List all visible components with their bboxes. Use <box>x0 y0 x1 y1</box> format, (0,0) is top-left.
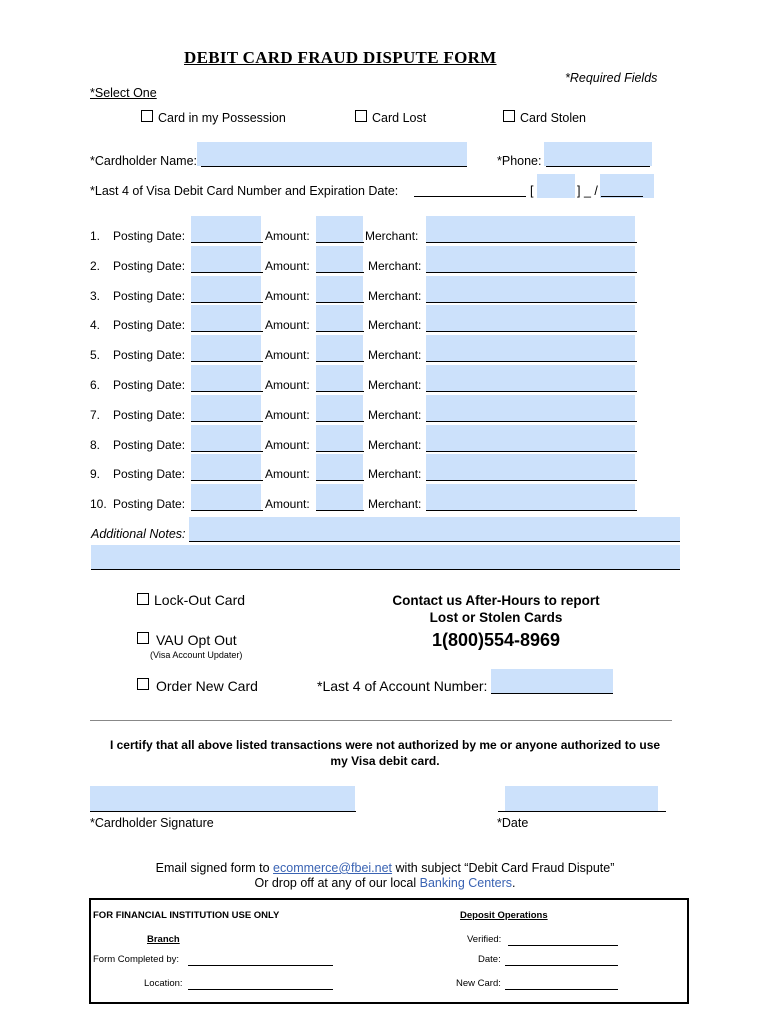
merchant-input[interactable] <box>426 365 635 392</box>
amount-underline <box>316 480 364 481</box>
form-completed-underline[interactable] <box>188 965 333 966</box>
amount-underline <box>316 391 364 392</box>
amount-label: Amount: <box>265 378 310 392</box>
row-number: 4. <box>90 318 101 333</box>
order-card-label: Order New Card <box>156 678 258 694</box>
amount-label: Amount: <box>265 437 310 452</box>
posting-date-label: Posting Date: <box>113 229 186 243</box>
banking-centers-link[interactable]: Banking Centers <box>419 876 513 890</box>
posting-date-label: Posting Date: <box>113 407 186 422</box>
posting-date-underline <box>191 361 263 362</box>
institution-heading: FOR FINANCIAL INSTITUTION USE ONLY <box>93 910 280 921</box>
verified-underline[interactable] <box>508 945 618 946</box>
merchant-underline <box>426 302 637 303</box>
possession-checkbox[interactable] <box>141 110 153 122</box>
merchant-input[interactable] <box>426 395 635 422</box>
merchant-label: Merchant: <box>368 258 422 273</box>
stolen-checkbox[interactable] <box>503 110 515 122</box>
amount-input[interactable] <box>316 484 363 511</box>
vau-checkbox[interactable] <box>137 632 149 644</box>
posting-date-underline <box>191 510 263 511</box>
exp-year-input[interactable] <box>600 174 654 198</box>
posting-date-label: Posting Date: <box>113 497 186 512</box>
amount-underline <box>316 272 364 273</box>
lost-label: Card Lost <box>372 111 427 125</box>
additional-notes-input-1[interactable] <box>189 517 680 541</box>
new-card-underline[interactable] <box>505 989 618 990</box>
amount-underline <box>316 242 364 243</box>
amount-underline <box>316 451 364 452</box>
dropoff-suffix: . <box>512 876 516 890</box>
merchant-label: Merchant: <box>368 407 422 422</box>
certify-line-2: my Visa debit card. <box>330 754 440 768</box>
amount-input[interactable] <box>316 454 363 481</box>
dropoff-prefix: Or drop off at any of our local <box>254 876 420 890</box>
form-completed-label: Form Completed by: <box>93 954 180 965</box>
merchant-underline <box>426 480 637 481</box>
last4-card-label: *Last 4 of Visa Debit Card Number and Expiration Date: <box>90 184 399 198</box>
signature-input[interactable] <box>90 786 355 811</box>
row-number: 5. <box>90 348 101 363</box>
order-card-checkbox[interactable] <box>137 678 149 690</box>
merchant-label: Merchant: <box>368 348 422 363</box>
posting-date-input[interactable] <box>191 335 261 362</box>
merchant-underline <box>426 242 637 243</box>
phone-input[interactable] <box>544 142 652 166</box>
exp-month-input[interactable] <box>537 174 575 198</box>
contact-line-1: Contact us After-Hours to report <box>392 593 600 608</box>
merchant-label: Merchant: <box>368 378 422 392</box>
amount-label: Amount: <box>265 288 310 303</box>
phone-underline <box>546 166 650 167</box>
merchant-input[interactable] <box>426 425 635 452</box>
amount-input[interactable] <box>316 365 363 392</box>
vau-label: VAU Opt Out <box>156 632 237 648</box>
amount-label: Amount: <box>265 467 310 482</box>
lockout-label: Lock-Out Card <box>154 592 246 608</box>
possession-label: Card in my Possession <box>158 111 286 125</box>
last4-account-label: *Last 4 of Account Number: <box>317 678 488 694</box>
divider <box>90 720 672 721</box>
required-fields-note: *Required Fields <box>565 71 658 85</box>
signature-underline <box>90 811 356 812</box>
deposit-ops-heading: Deposit Operations <box>460 910 548 921</box>
posting-date-underline <box>191 302 263 303</box>
merchant-underline <box>426 331 637 332</box>
exp-year-underline <box>601 196 643 197</box>
ops-date-label: Date: <box>478 954 501 965</box>
vau-subtitle: (Visa Account Updater) <box>150 650 243 660</box>
amount-label: Amount: <box>265 229 310 243</box>
amount-input[interactable] <box>316 305 363 332</box>
merchant-label: Merchant: <box>368 497 422 512</box>
merchant-underline <box>426 451 637 452</box>
email-suffix: with subject “Debit Card Fraud Dispute” <box>392 861 615 875</box>
posting-date-underline <box>191 242 263 243</box>
merchant-label: Merchant: <box>368 288 422 303</box>
merchant-input[interactable] <box>426 216 635 243</box>
merchant-input[interactable] <box>426 335 635 362</box>
merchant-underline <box>426 272 637 273</box>
merchant-input[interactable] <box>426 305 635 332</box>
bracket-open: [ <box>530 184 534 198</box>
location-label: Location: <box>144 978 183 989</box>
posting-date-underline <box>191 480 263 481</box>
bracket-close: ] _ / <box>577 184 598 198</box>
date-underline <box>498 811 666 812</box>
email-prefix: Email signed form to <box>155 861 274 875</box>
page-title: DEBIT CARD FRAUD DISPUTE FORM <box>184 48 497 67</box>
email-instructions <box>80 861 690 875</box>
amount-underline <box>316 302 364 303</box>
merchant-input[interactable] <box>426 276 635 303</box>
merchant-underline <box>426 421 637 422</box>
amount-label: Amount: <box>265 407 310 422</box>
contact-line-2: Lost or Stolen Cards <box>429 610 563 625</box>
amount-input[interactable] <box>316 276 363 303</box>
last4-account-underline <box>491 693 613 694</box>
posting-date-input[interactable] <box>191 425 261 452</box>
amount-label: Amount: <box>265 318 310 333</box>
merchant-input[interactable] <box>426 484 635 511</box>
dropoff-instructions <box>80 876 690 890</box>
posting-date-input[interactable] <box>191 276 261 303</box>
additional-notes-label: Additional Notes: <box>91 527 186 541</box>
posting-date-label: Posting Date: <box>113 467 186 482</box>
posting-date-label: Posting Date: <box>113 348 186 363</box>
row-number: 2. <box>90 258 101 273</box>
lockout-checkbox[interactable] <box>137 593 149 605</box>
posting-date-label: Posting Date: <box>113 437 186 452</box>
posting-date-input[interactable] <box>191 365 261 392</box>
contact-phone: 1(800)554-8969 <box>431 630 561 650</box>
row-number: 1. <box>90 229 101 243</box>
amount-input[interactable] <box>316 216 363 243</box>
select-one-label: *Select One <box>90 86 157 100</box>
row-number: 3. <box>90 288 101 303</box>
posting-date-label: Posting Date: <box>113 318 186 333</box>
amount-input[interactable] <box>316 395 363 422</box>
row-number: 10. <box>90 497 107 512</box>
merchant-label: Merchant: <box>368 437 422 452</box>
additional-notes-input-2[interactable] <box>91 545 680 569</box>
amount-underline <box>316 331 364 332</box>
certify-line-1: I certify that all above listed transactions were not authorized by me or anyone authorized to use <box>109 738 661 752</box>
row-number: 6. <box>90 378 101 392</box>
cardholder-name-underline <box>201 166 467 167</box>
amount-label: Amount: <box>265 348 310 363</box>
amount-input[interactable] <box>316 425 363 452</box>
posting-date-input[interactable] <box>191 246 261 273</box>
verified-label: Verified: <box>467 934 502 945</box>
posting-date-underline <box>191 331 263 332</box>
amount-label: Amount: <box>265 497 310 512</box>
ops-date-underline[interactable] <box>505 965 618 966</box>
merchant-underline <box>426 391 637 392</box>
amount-underline <box>316 421 364 422</box>
last4-card-underline <box>414 196 526 197</box>
lost-checkbox[interactable] <box>355 110 367 122</box>
row-number: 8. <box>90 437 101 452</box>
posting-date-underline <box>191 272 263 273</box>
merchant-input[interactable] <box>426 246 635 273</box>
row-number: 9. <box>90 467 101 482</box>
new-card-label: New Card: <box>456 978 501 989</box>
posting-date-label: Posting Date: <box>113 288 186 303</box>
amount-underline <box>316 510 364 511</box>
amount-input[interactable] <box>316 246 363 273</box>
posting-date-underline <box>191 391 263 392</box>
posting-date-input[interactable] <box>191 216 261 243</box>
branch-heading: Branch <box>147 934 180 945</box>
posting-date-input[interactable] <box>191 305 261 332</box>
signature-label: *Cardholder Signature <box>90 816 214 830</box>
posting-date-underline <box>191 451 263 452</box>
merchant-label: Merchant: <box>365 229 419 243</box>
date-input[interactable] <box>505 786 658 811</box>
merchant-label: Merchant: <box>368 467 422 482</box>
email-link[interactable]: ecommerce@fbei.net <box>273 861 393 875</box>
merchant-underline <box>426 361 637 362</box>
stolen-label: Card Stolen <box>520 111 587 125</box>
amount-underline <box>316 361 364 362</box>
posting-date-underline <box>191 421 263 422</box>
posting-date-input[interactable] <box>191 454 261 481</box>
posting-date-input[interactable] <box>191 484 261 511</box>
location-underline[interactable] <box>188 989 333 990</box>
amount-input[interactable] <box>316 335 363 362</box>
notes-underline-2 <box>91 569 680 570</box>
date-label: *Date <box>497 816 529 830</box>
merchant-input[interactable] <box>426 454 635 481</box>
merchant-underline <box>426 510 637 511</box>
amount-label: Amount: <box>265 258 310 273</box>
posting-date-label: Posting Date: <box>113 258 186 273</box>
cardholder-name-label: *Cardholder Name: <box>90 154 197 168</box>
phone-label: *Phone: <box>497 154 542 168</box>
notes-underline-1 <box>189 541 680 542</box>
merchant-label: Merchant: <box>368 318 422 333</box>
posting-date-input[interactable] <box>191 395 261 422</box>
posting-date-label: Posting Date: <box>113 378 186 392</box>
row-number: 7. <box>90 407 101 422</box>
cardholder-name-input[interactable] <box>197 142 467 166</box>
last4-account-input[interactable] <box>491 669 613 693</box>
